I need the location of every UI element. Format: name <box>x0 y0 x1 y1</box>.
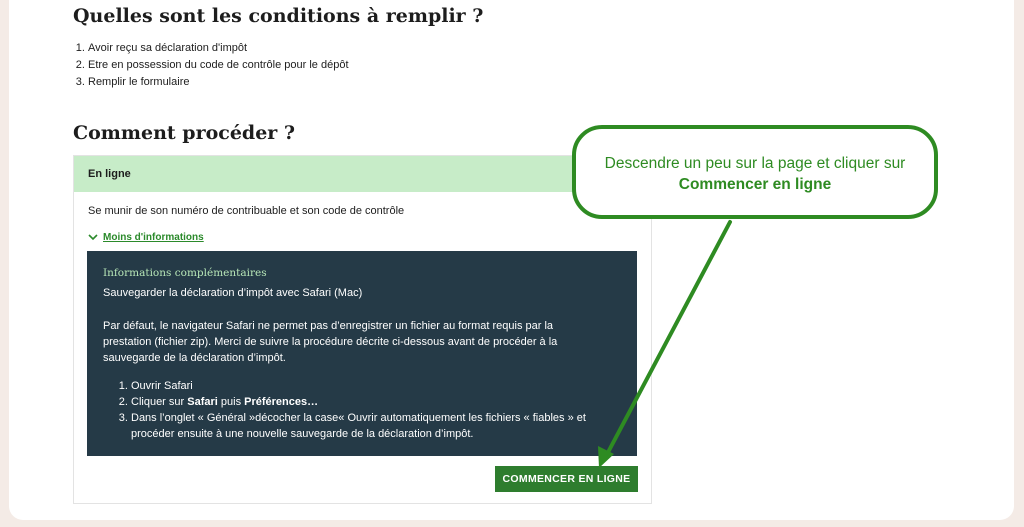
conditions-list <box>73 40 349 91</box>
chevron-down-icon <box>88 234 98 241</box>
info-steps <box>103 378 621 442</box>
info-step-text: puis <box>217 396 245 408</box>
info-step-text: Ouvrir Safari <box>131 380 193 392</box>
page-content <box>9 0 1014 520</box>
less-info-label: Moins d'informations <box>103 232 204 243</box>
procedure-heading: Comment procéder ? <box>73 122 296 144</box>
info-title: Informations complémentaires <box>103 267 267 279</box>
info-step <box>131 394 621 410</box>
info-step-bold: Safari <box>187 396 218 408</box>
annotation-callout <box>572 125 938 219</box>
conditions-item: 2. Etre en possession du code de contrôle pour le dépôt <box>88 57 349 74</box>
info-step-text: Dans l’onglet « Général »décocher la case« Ouvrir automatiquement les fichiers « fiables » et procéder ensuite à une nouvelle sauvegarde de la déclaration d’impôt. <box>131 412 586 440</box>
annotation-line2: Commencer en ligne <box>678 176 832 193</box>
card-header: En ligne <box>74 156 651 192</box>
card-text: Se munir de son numéro de contribuable et son code de contrôle <box>88 205 405 217</box>
info-paragraph: Par défaut, le navigateur Safari ne permet pas d’enregistrer un fichier au format requis par la prestation (fichier zip). Merci de suivre la procédure décrite ci-dessous avant de procéder à la sauvegarde de la déclaration d’impôt. <box>103 320 558 364</box>
online-card <box>73 155 652 504</box>
info-step <box>131 410 621 442</box>
info-panel <box>87 251 637 456</box>
annotation-line1: Descendre un peu sur la page et cliquer sur <box>604 155 906 172</box>
conditions-item: 1. Avoir reçu sa déclaration d'impôt <box>88 40 349 57</box>
info-subtitle: Sauvegarder la déclaration d’impôt avec Safari (Mac) <box>103 287 363 299</box>
info-step-text: Cliquer sur <box>131 396 188 408</box>
info-step <box>131 378 621 394</box>
conditions-heading: Quelles sont les conditions à remplir ? <box>73 5 484 27</box>
start-online-button[interactable]: COMMENCER EN LIGNE <box>495 466 638 492</box>
info-step-bold: Préférences… <box>244 396 319 408</box>
less-info-toggle[interactable] <box>88 232 204 243</box>
conditions-item: 3. Remplir le formulaire <box>88 74 349 91</box>
